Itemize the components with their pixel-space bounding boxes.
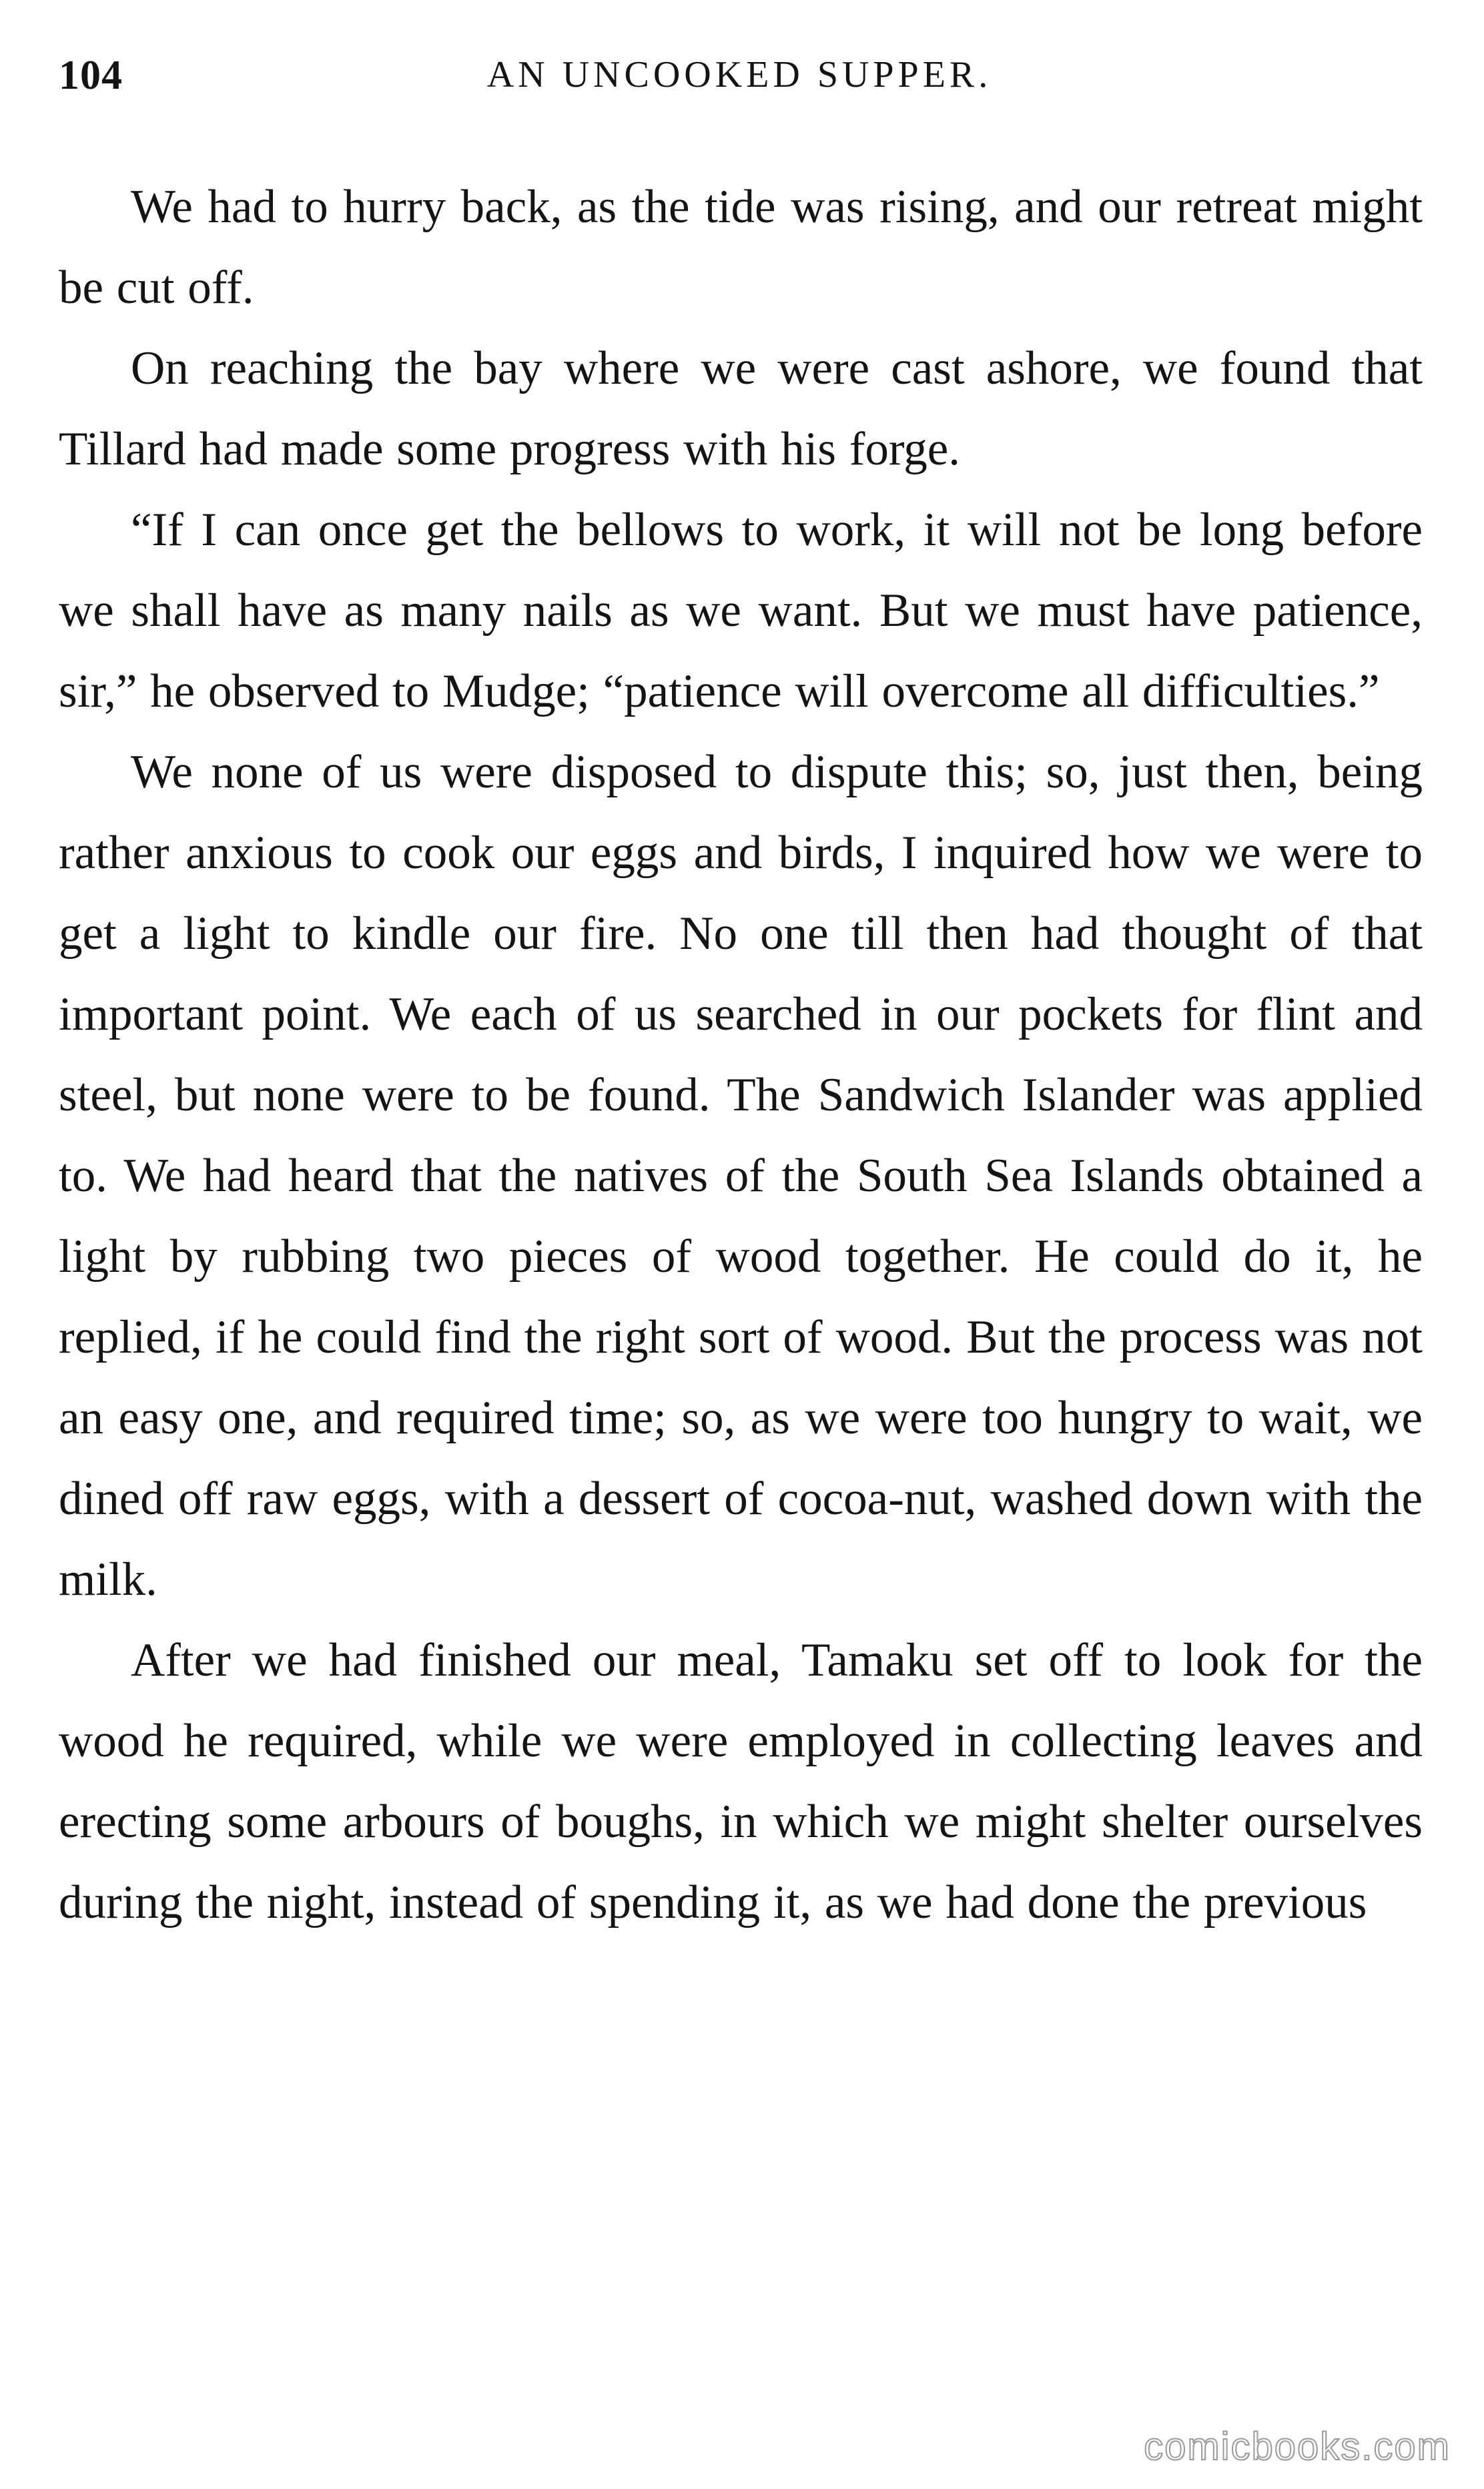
running-title: AN UNCOOKED SUPPER.	[486, 54, 992, 95]
running-head	[59, 52, 1420, 105]
paragraph-3: “If I can once get the bellows to work, it will not be long before we shall have as many nails as we want. But we must have patience, sir,” he observed to Mudge; “patience will overcome all difficulties.”	[59, 504, 1423, 717]
body-text	[59, 167, 1423, 1943]
paragraph-4: We none of us were disposed to dispute this; so, just then, being rather anxious to cook our eggs and birds, I inquired how we were to get a light to kindle our fire. No one till then had thought of that important point. We each of us searched in our pockets for flint and steel, but none were to be found. The Sandwich Islander was applied to. We had heard that the natives of the South Sea Islands obtained a light by rubbing two pieces of wood together. He could do it, he replied, if he could find the right sort of wood. But the process was not an easy one, and required time; so, as we were too hungry to wait, we dined off raw eggs, with a dessert of cocoa-nut, washed down with the milk.	[59, 746, 1423, 1606]
paragraph-1: We had to hurry back, as the tide was rising, and our retreat might be cut off.	[59, 181, 1423, 314]
page-number: 104	[59, 53, 123, 98]
paragraph-2: On reaching the bay where we were cast ashore, we found that Tillard had made some progress with his forge.	[59, 342, 1423, 475]
watermark: comicbooks.com	[1144, 2425, 1451, 2468]
paragraph-5: After we had finished our meal, Tamaku set off to look for the wood he required, while we were employed in collecting leaves and erecting some arbours of boughs, in which we might shelter ourselves during the night, instead of spending it, as we had done the previous	[59, 1634, 1423, 1928]
